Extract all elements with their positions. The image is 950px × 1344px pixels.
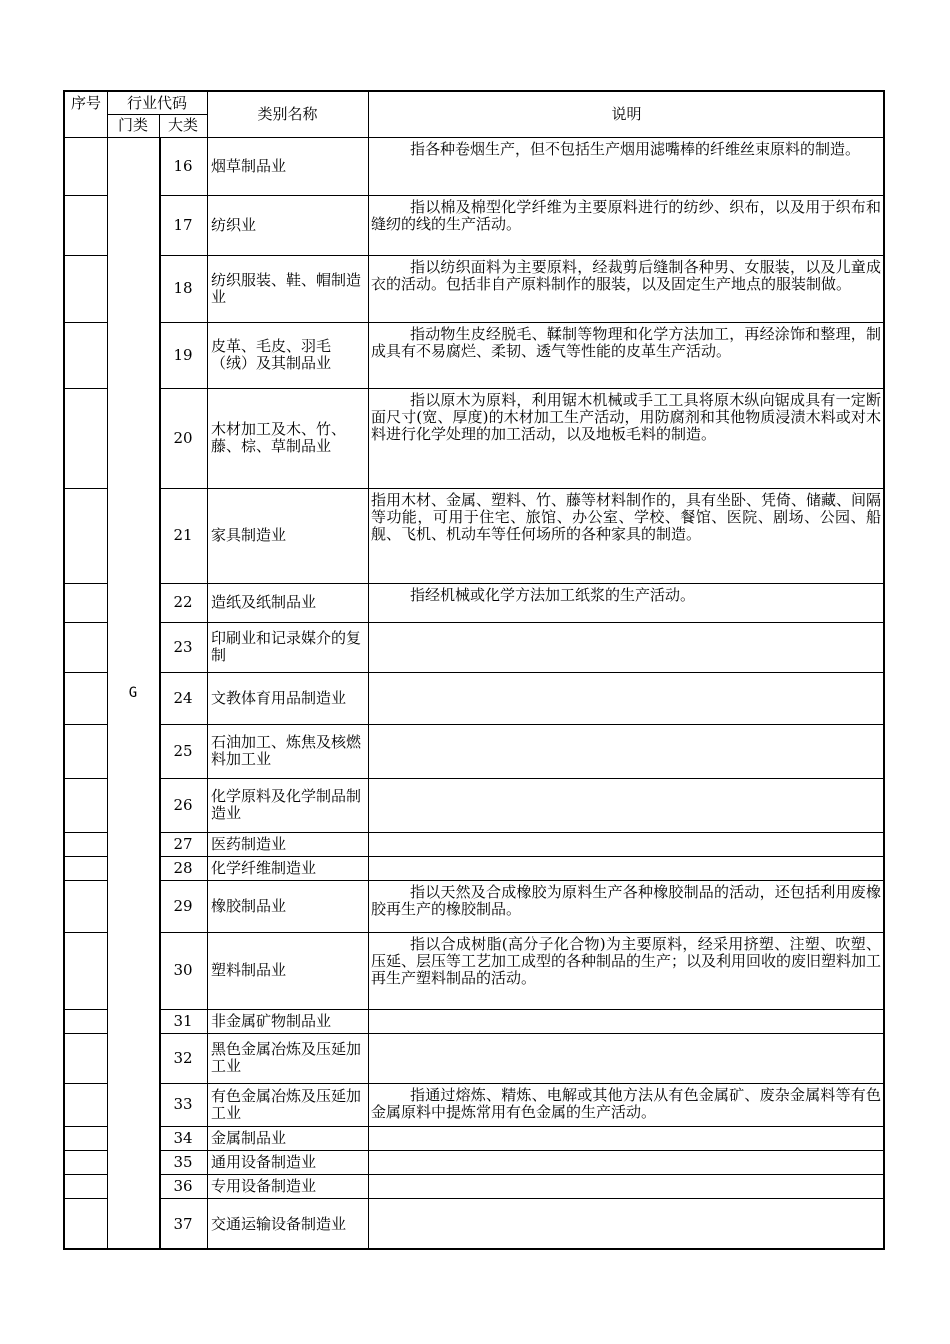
- grid-line: [159, 724, 885, 725]
- major-code: 37: [173, 1214, 193, 1233]
- grid-line: [65, 856, 107, 857]
- grid-line: [65, 583, 107, 584]
- major-code: 18: [173, 279, 193, 297]
- major-code: 23: [173, 637, 193, 656]
- grid-line: [65, 1174, 107, 1175]
- seq-cell: [65, 1126, 107, 1150]
- grid-line: [65, 672, 107, 673]
- category-description: [368, 856, 885, 880]
- seq-cell: [65, 778, 107, 832]
- category-description: [368, 932, 885, 1009]
- category-description: [368, 1126, 885, 1150]
- grid-line: [159, 322, 885, 323]
- grid-line: [368, 92, 369, 137]
- category-name: 医药制造业: [211, 834, 287, 853]
- category-description: [368, 1083, 885, 1126]
- category-name: 石油加工、炼焦及核燃料加工业: [211, 733, 362, 768]
- category-description: [368, 488, 885, 583]
- description-text: 指以原木为原料，利用锯木机械或手工工具将原木纵向锯成具有一定断面尺寸(宽、厚度)的木材加工生产活动，用防腐剂和其他物质浸渍木料或对木料进行化学处理的加工活动，以及地板毛料的制造。: [371, 391, 881, 443]
- category-description: [368, 880, 885, 932]
- grid-line: [159, 672, 885, 673]
- category-description: [368, 195, 885, 255]
- category-name: 造纸及纸制品业: [211, 593, 317, 611]
- grid-line: [107, 114, 207, 115]
- category-name: 皮革、毛皮、羽毛（绒）及其制品业: [211, 337, 332, 372]
- major-code: 33: [173, 1095, 193, 1113]
- major-code: 28: [173, 858, 193, 877]
- category-description: [368, 137, 885, 195]
- grid-line: [65, 832, 107, 833]
- category-name: 金属制品业: [211, 1128, 287, 1147]
- major-code: 20: [173, 428, 193, 447]
- seq-cell: [65, 137, 107, 195]
- category-description: [368, 1009, 885, 1033]
- major-code: 31: [173, 1011, 193, 1030]
- category-name: 家具制造业: [211, 526, 287, 544]
- seq-cell: [65, 856, 107, 880]
- grid-line: [159, 880, 885, 881]
- seq-cell: [65, 932, 107, 1009]
- header-description: 说明: [611, 105, 642, 123]
- category-description: [368, 832, 885, 856]
- description-text: 指以纺织面料为主要原料，经裁剪后缝制各种男、女服装，以及儿童成衣的活动。包括非自产原料制作的服装，以及固定生产地点的服装制做。: [371, 258, 881, 293]
- seq-cell: [65, 322, 107, 388]
- category-name: 纺织业: [211, 215, 257, 234]
- grid-line: [65, 488, 107, 489]
- grid-line: [159, 1150, 885, 1151]
- category-name: 橡胶制品业: [211, 896, 287, 915]
- category-name: 黑色金属冶炼及压延加工业: [211, 1040, 362, 1075]
- category-name: 纺织服装、鞋、帽制造业: [211, 270, 362, 306]
- category-name: 文教体育用品制造业: [211, 688, 347, 707]
- major-code: 25: [173, 741, 193, 760]
- grid-line: [159, 255, 885, 256]
- seq-cell: [65, 1174, 107, 1198]
- header-category: 类别名称: [257, 105, 318, 123]
- grid-line: [159, 622, 885, 623]
- header-major: 大类: [167, 116, 198, 134]
- seq-cell: [65, 880, 107, 932]
- grid-line: [65, 932, 107, 933]
- grid-line: [159, 1126, 885, 1127]
- grid-line: [159, 195, 885, 196]
- category-name: 塑料制品业: [211, 961, 287, 979]
- grid-line: [159, 1174, 885, 1175]
- seq-cell: [65, 622, 107, 672]
- category-description: [368, 672, 885, 724]
- category-description: [368, 388, 885, 488]
- seq-cell: [65, 832, 107, 856]
- seq-cell: [65, 195, 107, 255]
- grid-line: [159, 1083, 885, 1084]
- major-code: 29: [173, 896, 193, 915]
- description-text: 指以棉及棉型化学纤维为主要原料进行的纺纱、织布，以及用于织布和缝纫的线的生产活动。: [371, 198, 881, 233]
- grid-line: [65, 724, 107, 725]
- description-text: 指各种卷烟生产，但不包括生产烟用滤嘴棒的纤维丝束原料的制造。: [410, 140, 861, 158]
- category-description: [368, 1174, 885, 1198]
- category-description: [368, 1033, 885, 1083]
- grid-line: [159, 1033, 885, 1034]
- grid-line: [65, 255, 107, 256]
- description-text: 指以天然及合成橡胶为原料生产各种橡胶制品的活动，还包括利用废橡胶再生产的橡胶制品。: [371, 883, 881, 918]
- header-industry-code: 行业代码: [126, 93, 187, 112]
- category-name: 通用设备制造业: [211, 1152, 317, 1171]
- header-door: 门类: [117, 116, 148, 134]
- grid-line: [65, 1009, 107, 1010]
- seq-cell: [65, 724, 107, 778]
- grid-line: [65, 880, 107, 881]
- door-code: G: [128, 685, 138, 701]
- seq-cell: [65, 672, 107, 724]
- grid-line: [65, 322, 107, 323]
- major-code: 36: [173, 1176, 193, 1195]
- seq-cell: [65, 255, 107, 322]
- grid-line: [159, 583, 885, 584]
- seq-cell: [65, 1083, 107, 1126]
- category-description: [368, 1198, 885, 1250]
- major-code: 27: [173, 834, 193, 853]
- grid-line: [65, 388, 107, 389]
- category-name: 交通运输设备制造业: [211, 1214, 347, 1233]
- major-code: 22: [173, 593, 193, 611]
- description-text: 指用木材、金属、塑料、竹、藤等材料制作的，具有坐卧、凭倚、储藏、间隔等功能，可用于住宅、旅馆、办公室、学校、餐馆、医院、剧场、公园、船舰、飞机、机动车等任何场所的各种家具的制造。: [371, 491, 882, 543]
- grid-line: [65, 1033, 107, 1034]
- major-code: 24: [173, 688, 193, 707]
- grid-line: [159, 388, 885, 389]
- category-description: [368, 322, 885, 388]
- major-code: 21: [173, 526, 193, 544]
- grid-line: [107, 137, 108, 1250]
- major-code: 30: [173, 961, 193, 979]
- category-name: 专用设备制造业: [211, 1176, 317, 1195]
- category-description: [368, 255, 885, 322]
- grid-line: [65, 195, 107, 196]
- description-text: 指以合成树脂(高分子化合物)为主要原料，经采用挤塑、注塑、吹塑、压延、层压等工艺加工成型的各种制品的生产；以及利用回收的废旧塑料加工再生产塑料制品的活动。: [371, 935, 882, 987]
- grid-line: [159, 778, 885, 779]
- major-code: 35: [173, 1152, 193, 1171]
- seq-cell: [65, 1198, 107, 1250]
- grid-line: [159, 114, 160, 137]
- grid-line: [65, 137, 885, 138]
- industry-classification-table: [63, 90, 885, 1250]
- category-description: [368, 622, 885, 672]
- grid-line: [65, 622, 107, 623]
- grid-line: [65, 1150, 107, 1151]
- description-text: 指经机械或化学方法加工纸浆的生产活动。: [410, 586, 696, 604]
- seq-cell: [65, 1033, 107, 1083]
- major-code: 19: [173, 345, 193, 364]
- seq-cell: [65, 488, 107, 583]
- grid-line: [107, 92, 108, 137]
- description-text: 指通过熔炼、精炼、电解或其他方法从有色金属矿、废杂金属料等有色金属原料中提炼常用有色金属的生产活动。: [371, 1086, 881, 1121]
- grid-line: [159, 932, 885, 933]
- category-name: 非金属矿物制品业: [211, 1011, 332, 1030]
- category-description: [368, 724, 885, 778]
- category-description: [368, 583, 885, 622]
- grid-line: [159, 488, 885, 489]
- seq-cell: [65, 388, 107, 488]
- category-name: 化学原料及化学制品制造业: [211, 787, 362, 822]
- grid-line: [159, 1009, 885, 1010]
- grid-line: [207, 92, 208, 137]
- grid-line: [65, 778, 107, 779]
- category-name: 烟草制品业: [211, 156, 287, 175]
- grid-line: [159, 1198, 885, 1199]
- description-text: 指动物生皮经脱毛、鞣制等物理和化学方法加工，再经涂饰和整理，制成具有不易腐烂、柔韧、透气等性能的皮革生产活动。: [371, 325, 881, 360]
- grid-line: [65, 1083, 107, 1084]
- seq-cell: [65, 583, 107, 622]
- major-code: 34: [173, 1128, 193, 1147]
- category-name: 有色金属冶炼及压延加工业: [211, 1086, 362, 1122]
- category-name: 印刷业和记录媒介的复制: [211, 629, 362, 664]
- major-code: 17: [173, 215, 193, 234]
- category-name: 木材加工及木、竹、藤、棕、草制品业: [211, 420, 347, 455]
- category-name: 化学纤维制造业: [211, 858, 317, 877]
- seq-cell: [65, 1009, 107, 1033]
- category-description: [368, 1150, 885, 1174]
- major-code: 16: [173, 156, 193, 175]
- category-description: [368, 778, 885, 832]
- major-code: 32: [173, 1048, 193, 1067]
- grid-line: [65, 1126, 107, 1127]
- grid-line: [159, 856, 885, 857]
- seq-cell: [65, 1150, 107, 1174]
- grid-line: [159, 832, 885, 833]
- major-code: 26: [173, 795, 193, 814]
- grid-line: [65, 1198, 107, 1199]
- header-seq: 序号: [70, 93, 101, 112]
